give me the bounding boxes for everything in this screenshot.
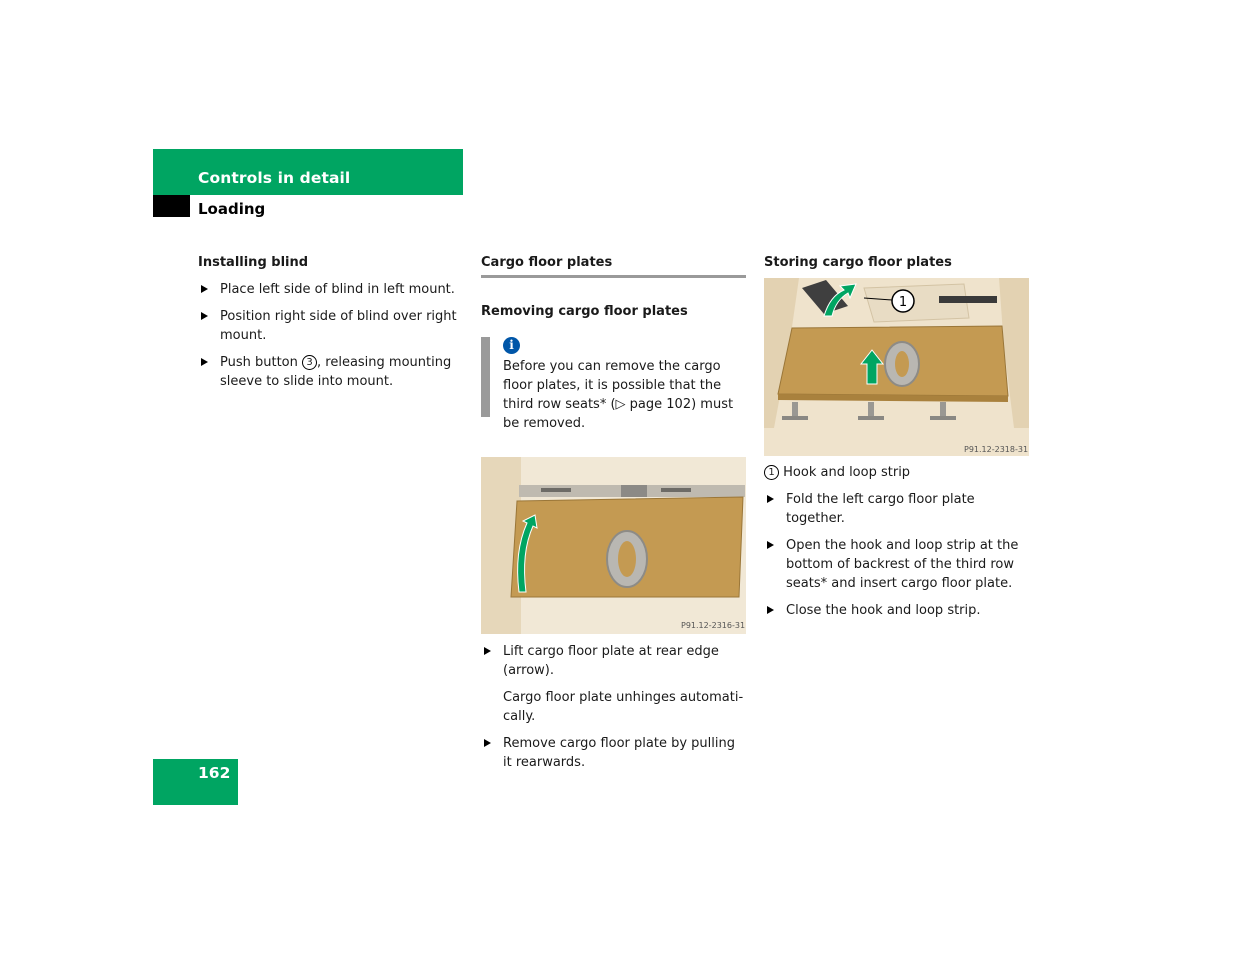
page-number: 162 xyxy=(198,764,231,782)
header-bar xyxy=(153,149,463,195)
list-item: Fold the left cargo floor plate together. xyxy=(764,490,1034,528)
heading-installing-blind: Installing blind xyxy=(198,255,309,270)
column-installing-blind xyxy=(198,254,460,391)
bullet-triangle-icon xyxy=(201,358,208,366)
removing-steps xyxy=(481,642,746,680)
storing-steps xyxy=(764,490,1034,620)
list-item: Close the hook and loop strip. xyxy=(764,601,1034,620)
column-storing-plates xyxy=(764,254,1034,620)
bullet-triangle-icon xyxy=(201,285,208,293)
button-marker: 3 xyxy=(302,355,317,370)
bullet-triangle-icon xyxy=(201,312,208,320)
heading-rule xyxy=(481,275,746,278)
figure-removing-plate xyxy=(481,457,746,634)
page-ref-icon: ▷ xyxy=(615,397,626,412)
bullet-triangle-icon xyxy=(767,606,774,614)
figure-code: P91.12-2316-31 xyxy=(681,621,746,630)
bullet-triangle-icon xyxy=(767,495,774,503)
info-icon: i xyxy=(503,337,520,354)
figure-code: P91.12-2318-31 xyxy=(964,445,1029,454)
subsection-title: Loading xyxy=(198,200,266,218)
list-item: Push button 3 , releasing mounting sleeve to slide into mount. xyxy=(198,353,460,391)
legend-marker: 1 xyxy=(764,465,779,480)
svg-text:1: 1 xyxy=(898,295,908,310)
page-number-box xyxy=(153,759,238,805)
list-item: Lift cargo floor plate at rear edge (arrow). xyxy=(481,642,746,680)
hook-loop-strip xyxy=(939,296,997,303)
bullet-triangle-icon xyxy=(767,541,774,549)
installing-steps xyxy=(198,280,460,391)
legend-item: 1 Hook and loop strip xyxy=(764,463,1034,482)
header-marker xyxy=(153,195,190,217)
list-item: Remove cargo floor plate by pulling it rearwards. xyxy=(481,734,746,772)
column-cargo-floor-plates xyxy=(481,254,746,772)
note-text: Before you can remove the cargo floor plates, it is possible that the third row seats* (▷ page 102) must be removed. xyxy=(503,359,734,431)
heading-storing: Storing cargo floor plates xyxy=(764,255,952,270)
list-item: Open the hook and loop strip at the bottom of backrest of the third row seats* and insert cargo floor plate. xyxy=(764,536,1034,593)
heading-cargo-floor-plates: Cargo floor plates xyxy=(481,255,613,270)
figure-storing-plate xyxy=(764,278,1029,456)
list-item: Position right side of blind over right mount. xyxy=(198,307,460,345)
bullet-triangle-icon xyxy=(484,647,491,655)
section-title: Controls in detail xyxy=(198,169,351,187)
step-result: Cargo floor plate unhinges automati-cally. xyxy=(503,690,744,724)
bullet-triangle-icon xyxy=(484,739,491,747)
list-item: Place left side of blind in left mount. xyxy=(198,280,460,299)
note-bar xyxy=(481,337,490,417)
info-note xyxy=(481,337,746,433)
subheading-removing: Removing cargo floor plates xyxy=(481,304,688,319)
removing-steps-2 xyxy=(481,734,746,772)
